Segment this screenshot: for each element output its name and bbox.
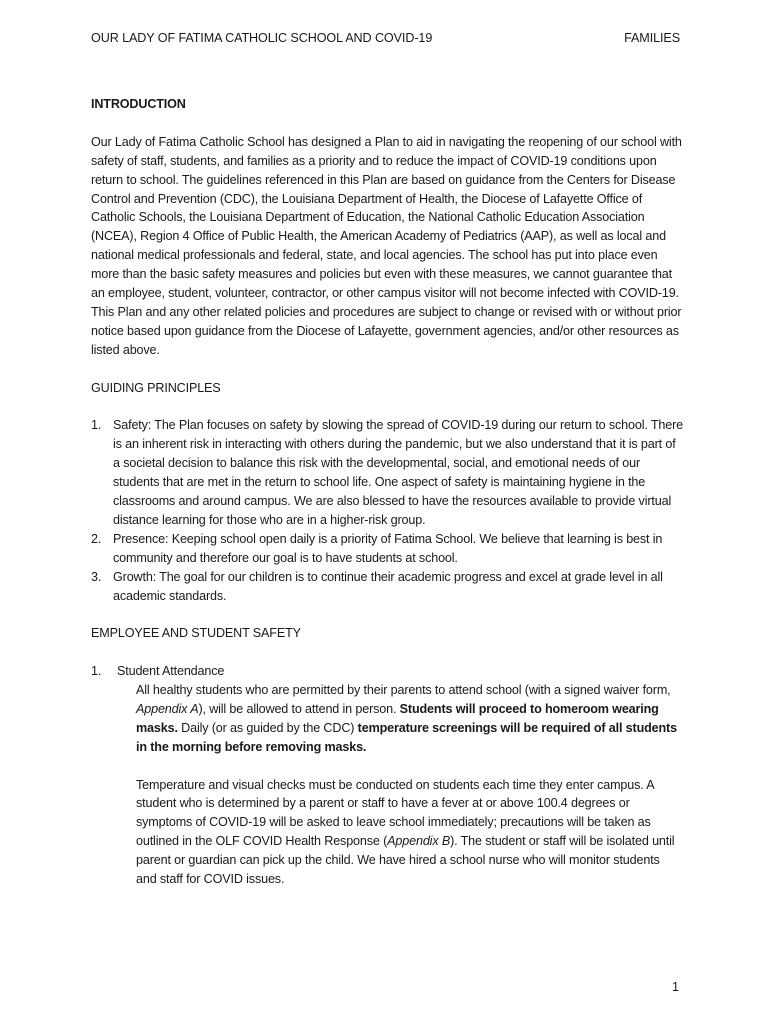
principle-number: 1. [91,418,102,433]
masks-requirement: Students will proceed to homeroom wearing masks. [136,701,659,735]
principle-number: 2. [91,531,102,546]
student-attendance-body [91,681,683,889]
page-header [91,31,680,49]
header-audience: FAMILIES [624,31,680,45]
document-body [91,95,683,889]
employee-student-safety-heading: EMPLOYEE AND STUDENT SAFETY [91,626,301,641]
introduction-paragraph: Our Lady of Fatima Catholic School has designed a Plan to aid in navigating the reopening of our school with safety of staff, students, and families as a priority and to reduce the impact of COVID-19 conditions upon return to school. The guidelines referenced in this Plan are based on guidance from the Centers for Disease Control and Prevention (CDC), the Louisiana Department of Health, the Diocese of Lafayette Office of Catholic Schools, the Louisiana Department of Education, the National Catholic Education Association (NCEA), Region 4 Office of Public Health, the American Academy of Pediatrics (AAP), as well as local and national medical professionals and federal, state, and local agencies. The school has put into place even more than the basic safety measures and policies but even with these measures, we cannot guarantee that an employee, student, volunteer, contractor, or other campus visitor will not become infected with COVID-19. This Plan and any other related policies and procedures are subject to change or revised with or without prior notice based upon guidance from the Diocese of Lafayette, government agencies, and/or other resources as listed above. [91,134,682,357]
principle-item [91,416,683,529]
principle-item [91,530,683,568]
attendance-paragraph-2: Temperature and visual checks must be conducted on students each time they enter campus. A student who is determined by a parent or staff to have a fever at or above 100.4 degrees or symptoms of COVID-19 will be asked to leave school immediately; precautions will be taken as outlined in the OLF COVID Health Response (Appendix B). The student or staff will be isolated until parent or guardian can pick up the child. We have hired a school nurse who will monitor students and staff for COVID issues. [136,777,675,887]
header-title: OUR LADY OF FATIMA CATHOLIC SCHOOL AND COVID-19 [91,31,433,45]
guiding-principles-list [91,416,683,605]
principle-text: Safety: The Plan focuses on safety by slowing the spread of COVID-19 during our return to school. There is an inherent risk in interacting with others during the pandemic, but we also understand that it is part of a societal decision to balance this risk with the developmental, social, and emotional needs of our students that are met in the return to school life. One aspect of safety is maintaining hygiene in the classrooms and around campus. We are also blessed to have the resources available to provide virtual distance learning for those who are in a higher-risk group. [113,418,684,527]
attendance-title: Student Attendance [117,664,225,679]
temperature-screening-requirement: temperature screenings will be required of all students in the morning before removing masks. [136,720,677,754]
guiding-principles-heading: GUIDING PRINCIPLES [91,380,221,395]
principle-text: Growth: The goal for our children is to continue their academic progress and excel at grade level in all academic standards. [113,569,663,603]
student-attendance-item [91,662,683,681]
attendance-number: 1. [91,664,102,679]
appendix-b-reference: Appendix B [387,834,451,849]
principle-text: Presence: Keeping school open daily is a priority of Fatima School. We believe that learning is best in community and therefore our goal is to have students at school. [113,531,663,565]
principle-item [91,568,683,606]
appendix-a-reference: Appendix A [136,701,199,716]
principle-number: 3. [91,569,102,584]
introduction-heading: INTRODUCTION [91,97,186,111]
page-number: 1 [672,980,680,994]
attendance-paragraph-1: All healthy students who are permitted by their parents to attend school (with a signed waiver form, Appendix A), will be allowed to attend in person. Students will proceed to homeroom wearing masks. Daily (or as guided by the CDC) temperature screenings will be required of all students in the morning before removing masks. [136,683,677,754]
